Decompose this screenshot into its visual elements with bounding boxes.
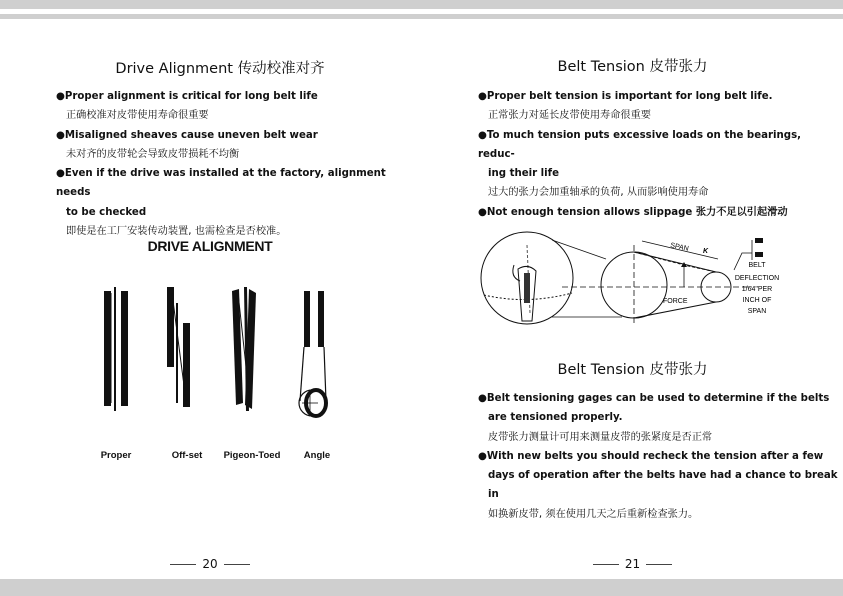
bullet-text: ●Not enough tension allows slippage 张力不足以引起滑动: [478, 206, 788, 218]
bullet-translation: 正确校准对皮带使用寿命很重要: [66, 110, 209, 122]
page-number: [422, 557, 843, 571]
bullet-text: ●Even if the drive was installed at the factory, alignment needs: [56, 168, 386, 199]
bullet-text: ●Misaligned sheaves cause uneven belt wear: [56, 129, 318, 141]
alignment-diagram: [0, 283, 420, 443]
bullet-translation: 正常张力对延长皮带使用寿命很重要: [488, 110, 651, 122]
svg-text:1/64"PER: 1/64"PER: [741, 286, 773, 293]
bullet-translation: 未对齐的皮带轮会导致皮带损耗不均衡: [66, 148, 240, 160]
span-label: SPAN: [669, 242, 690, 253]
figure-label-proper: Proper: [100, 450, 132, 461]
bullet-translation: 皮带张力测量计可用来测量皮带的张紧度是否正常: [488, 431, 713, 443]
page-number-text: 20: [202, 557, 218, 571]
pigeon-toed-alignment-figure: [232, 287, 256, 411]
svg-text:BELT: BELT: [748, 262, 766, 269]
svg-text:DEFLECTION: DEFLECTION: [734, 275, 780, 282]
angle-alignment-figure: [299, 291, 326, 416]
bullet-text: ●Proper alignment is critical for long belt life: [56, 91, 318, 102]
page-number: [0, 557, 420, 571]
left-page: [0, 0, 420, 579]
page-number-text: 21: [624, 557, 641, 571]
bullet-text-cont: ing their life: [488, 168, 560, 180]
bullet-text-cont: days of operation after the belts have had a chance to break in: [488, 470, 838, 501]
page-title: Belt Tension 皮带张力: [557, 59, 708, 75]
bullet-translation: 过大的张力会加重轴承的负荷, 从而影响使用寿命: [488, 187, 709, 199]
bullet-list: [478, 87, 838, 222]
svg-text:SPAN: SPAN: [747, 308, 767, 315]
bullet-text-cont: to be checked: [66, 206, 147, 218]
page-title: Drive Alignment 传动校准对齐: [115, 61, 325, 77]
deflection-note: [735, 262, 779, 315]
k-label: K: [703, 248, 709, 255]
bullet-list: [56, 87, 416, 241]
right-page: [422, 0, 843, 579]
figure-label-pigeon-toed: Pigeon-Toed: [223, 450, 281, 461]
tension-diagram: [422, 225, 843, 325]
figure-label-offset: Off-set: [171, 450, 203, 461]
bullet-translation: 即使是在工厂安装传动装置, 也需检查是否校准。: [66, 226, 287, 238]
figure-title: DRIVE ALIGNMENT: [147, 238, 273, 254]
offset-alignment-figure: [167, 287, 190, 407]
bottom-band: [0, 579, 843, 596]
force-label: FORCE: [663, 298, 688, 305]
bullet-text-cont: are tensioned properly.: [488, 412, 623, 424]
section-title: Belt Tension 皮带张力: [557, 362, 708, 378]
bullet-translation: 如换新皮带, 须在使用几天之后重新检查张力。: [488, 508, 699, 520]
proper-alignment-figure: [104, 287, 128, 411]
bullet-text: ●Proper belt tension is important for long belt life.: [478, 91, 773, 102]
bullet-text: ●To much tension puts excessive loads on the bearings, reduc-: [478, 129, 802, 160]
figure-label-angle: Angle: [303, 450, 331, 461]
svg-text:INCH OF: INCH OF: [742, 297, 772, 304]
bullet-text: ●With new belts you should recheck the tension after a few: [478, 450, 824, 462]
bullet-text: ●Belt tensioning gages can be used to determine if the belts: [478, 393, 830, 404]
bullet-list: [478, 389, 843, 524]
